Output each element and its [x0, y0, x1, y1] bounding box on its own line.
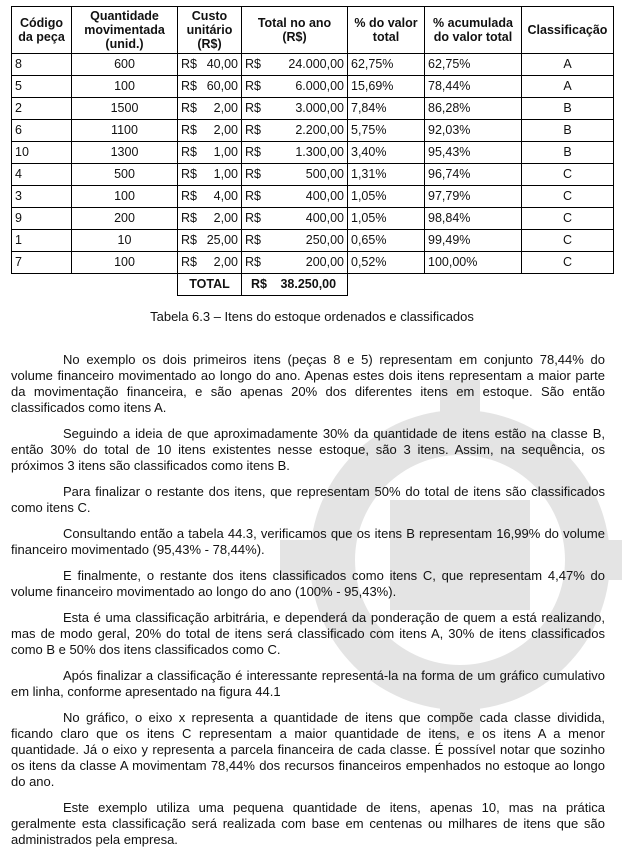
currency-label: R$ — [245, 211, 261, 225]
cell-code: 5 — [12, 76, 72, 98]
cell-total-year — [242, 120, 348, 142]
cell-pct-total: 15,69% — [348, 76, 425, 98]
table-row — [12, 252, 614, 274]
cell-pct-total: 0,52% — [348, 252, 425, 274]
header-total-year: Total no ano (R$) — [242, 7, 348, 54]
cell-code: 4 — [12, 164, 72, 186]
table-row — [12, 142, 614, 164]
paragraph: Após finalizar a classificação é interessante representá-la na forma de um gráfico cumulativo em linha, conforme apresentado na figura 44.1 — [11, 668, 605, 699]
money-value: 6.000,00 — [295, 79, 344, 93]
cell-pct-total: 62,75% — [348, 54, 425, 76]
header-pct-total: % do valor total — [348, 7, 425, 54]
cell-total-year — [242, 76, 348, 98]
header-pct-cumulative: % acumulada do valor total — [425, 7, 522, 54]
table-row — [12, 208, 614, 230]
cell-unit-cost — [178, 252, 242, 274]
money-value: 40,00 — [206, 57, 238, 71]
paragraph: Consultando então a tabela 44.3, verificamos que os itens B representam 16,99% do volume financeiro movimentado (95,43% - 78,44%). — [11, 526, 605, 557]
cell-code: 7 — [12, 252, 72, 274]
total-value: 38.250,00 — [280, 277, 337, 291]
cell-pct-cumulative: 97,79% — [425, 186, 522, 208]
cell-code: 10 — [12, 142, 72, 164]
cell-pct-cumulative: 78,44% — [425, 76, 522, 98]
table-row — [12, 164, 614, 186]
header-classification: Classificação — [522, 7, 614, 54]
cell-unit-cost — [178, 120, 242, 142]
cell-quantity: 200 — [72, 208, 178, 230]
cell-pct-cumulative: 92,03% — [425, 120, 522, 142]
money-value: 1,00 — [213, 167, 238, 181]
currency-label: R$ — [181, 79, 197, 93]
currency-label: R$ — [181, 211, 197, 225]
currency-label: R$ — [245, 255, 261, 269]
cell-quantity: 1300 — [72, 142, 178, 164]
money-value: 25,00 — [206, 233, 238, 247]
table-row — [12, 230, 614, 252]
table-header-row — [12, 7, 614, 54]
cell-pct-total: 1,05% — [348, 186, 425, 208]
cell-classification: C — [522, 230, 614, 252]
cell-total-year — [242, 230, 348, 252]
cell-quantity: 600 — [72, 54, 178, 76]
blank-cell — [348, 274, 614, 296]
table-row — [12, 120, 614, 142]
cell-classification: C — [522, 164, 614, 186]
currency-label: R$ — [181, 101, 197, 115]
header-code: Código da peça — [12, 7, 72, 54]
paragraph: E finalmente, o restante dos itens classificados como itens C, que representam 4,47% do volume financeiro movimentado ao longo do ano (100% - 95,43%). — [11, 568, 605, 599]
money-value: 250,00 — [305, 233, 344, 247]
cell-classification: C — [522, 252, 614, 274]
currency-label: R$ — [181, 145, 197, 159]
inventory-table — [11, 6, 614, 296]
cell-total-year — [242, 208, 348, 230]
cell-unit-cost — [178, 186, 242, 208]
money-value: 2,00 — [213, 255, 238, 269]
cell-code: 8 — [12, 54, 72, 76]
table-row — [12, 186, 614, 208]
currency-label: R$ — [245, 79, 261, 93]
money-value: 60,00 — [206, 79, 238, 93]
currency-label: R$ — [181, 123, 197, 137]
table-total-row — [12, 274, 614, 296]
money-value: 2,00 — [213, 211, 238, 225]
cell-classification: C — [522, 208, 614, 230]
currency-label: R$ — [245, 101, 261, 115]
cell-unit-cost — [178, 208, 242, 230]
cell-quantity: 10 — [72, 230, 178, 252]
cell-pct-total: 7,84% — [348, 98, 425, 120]
currency-label: R$ — [245, 233, 261, 247]
header-quantity: Quantidade movimentada (unid.) — [72, 7, 178, 54]
paragraph: Seguindo a ideia de que aproximadamente 30% da quantidade de itens estão na classe B, então 30% do total de 10 itens existentes nesse estoque, são 3 itens. Assim, na sequência, os próximos 3 itens são classificados como itens B. — [11, 426, 605, 473]
paragraph: No gráfico, o eixo x representa a quantidade de itens que compõe cada classe dividida, ficando claro que os itens C representam a maior quantidade de itens, e os itens A a menor quantidade. Já o eixo y representa a parcela financeira de cada classe. É possível notar que sozinho os itens da classe A movimentam 78,44% dos recursos financeiros empenhados no estoque ao longo do ano. — [11, 710, 605, 789]
money-value: 1.300,00 — [295, 145, 344, 159]
cell-pct-total: 5,75% — [348, 120, 425, 142]
cell-code: 2 — [12, 98, 72, 120]
paragraph: No exemplo os dois primeiros itens (peças 8 e 5) representam em conjunto 78,44% do volume financeiro movimentado ao longo do ano. Apenas estes dois itens representam a maior parte da movimentação financeira, e são apenas 20% dos diferentes itens em estoque. São então classificados como itens A. — [11, 352, 605, 415]
paragraph: Esta é uma classificação arbitrária, e dependerá da ponderação de quem a está realizando, mas de modo geral, 20% do total de itens será classificado com itens A, 30% de itens classificados como B e 50% dos itens classificados como C. — [11, 610, 605, 657]
money-value: 2,00 — [213, 101, 238, 115]
cell-total-year — [242, 252, 348, 274]
money-value: 400,00 — [305, 211, 344, 225]
cell-pct-cumulative: 86,28% — [425, 98, 522, 120]
cell-total-year — [242, 98, 348, 120]
cell-quantity: 1100 — [72, 120, 178, 142]
money-value: 4,00 — [213, 189, 238, 203]
cell-total-year — [242, 164, 348, 186]
paragraph: Para finalizar o restante dos itens, que representam 50% do total de itens são classificados como itens C. — [11, 484, 605, 515]
money-value: 2,00 — [213, 123, 238, 137]
cell-pct-cumulative: 62,75% — [425, 54, 522, 76]
cell-unit-cost — [178, 98, 242, 120]
paragraph: Este exemplo utiliza uma pequena quantidade de itens, apenas 10, mas na prática geralmente esta classificação será realizada com base em centenas ou milhares de itens que são administrados pela empresa. — [11, 800, 605, 847]
money-value: 24.000,00 — [288, 57, 344, 71]
cell-pct-cumulative: 96,74% — [425, 164, 522, 186]
table-caption: Tabela 6.3 – Itens do estoque ordenados e classificados — [150, 309, 474, 324]
cell-pct-cumulative: 95,43% — [425, 142, 522, 164]
cell-unit-cost — [178, 54, 242, 76]
cell-pct-total: 1,05% — [348, 208, 425, 230]
currency-label: R$ — [245, 57, 261, 71]
cell-code: 3 — [12, 186, 72, 208]
cell-classification: B — [522, 98, 614, 120]
cell-unit-cost — [178, 164, 242, 186]
money-value: 200,00 — [305, 255, 344, 269]
money-value: 2.200,00 — [295, 123, 344, 137]
cell-pct-cumulative: 98,84% — [425, 208, 522, 230]
cell-quantity: 100 — [72, 186, 178, 208]
cell-unit-cost — [178, 76, 242, 98]
currency-label: R$ — [181, 57, 197, 71]
cell-quantity: 100 — [72, 252, 178, 274]
cell-classification: C — [522, 186, 614, 208]
money-value: 1,00 — [213, 145, 238, 159]
cell-classification: B — [522, 142, 614, 164]
cell-total-year — [242, 142, 348, 164]
currency-label: R$ — [245, 189, 261, 203]
currency-label: R$ — [181, 189, 197, 203]
currency-label: R$ — [181, 167, 197, 181]
body-text — [11, 352, 605, 858]
cell-classification: A — [522, 76, 614, 98]
cell-pct-total: 1,31% — [348, 164, 425, 186]
blank-cell — [12, 274, 178, 296]
cell-total-year — [242, 186, 348, 208]
cell-pct-cumulative: 99,49% — [425, 230, 522, 252]
table-row — [12, 98, 614, 120]
table-row — [12, 54, 614, 76]
total-value-cell — [242, 274, 348, 296]
currency-label: R$ — [245, 167, 261, 181]
total-currency: R$ — [251, 277, 267, 291]
cell-code: 9 — [12, 208, 72, 230]
currency-label: R$ — [181, 255, 197, 269]
money-value: 500,00 — [305, 167, 344, 181]
cell-quantity: 500 — [72, 164, 178, 186]
cell-code: 6 — [12, 120, 72, 142]
cell-classification: A — [522, 54, 614, 76]
cell-pct-cumulative: 100,00% — [425, 252, 522, 274]
cell-quantity: 1500 — [72, 98, 178, 120]
currency-label: R$ — [181, 233, 197, 247]
cell-unit-cost — [178, 230, 242, 252]
cell-pct-total: 0,65% — [348, 230, 425, 252]
total-label: TOTAL — [178, 274, 242, 296]
cell-unit-cost — [178, 142, 242, 164]
cell-total-year — [242, 54, 348, 76]
currency-label: R$ — [245, 123, 261, 137]
currency-label: R$ — [245, 145, 261, 159]
header-unit-cost: Custo unitário (R$) — [178, 7, 242, 54]
cell-classification: B — [522, 120, 614, 142]
money-value: 400,00 — [305, 189, 344, 203]
cell-pct-total: 3,40% — [348, 142, 425, 164]
money-value: 3.000,00 — [295, 101, 344, 115]
cell-code: 1 — [12, 230, 72, 252]
table-row — [12, 76, 614, 98]
cell-quantity: 100 — [72, 76, 178, 98]
